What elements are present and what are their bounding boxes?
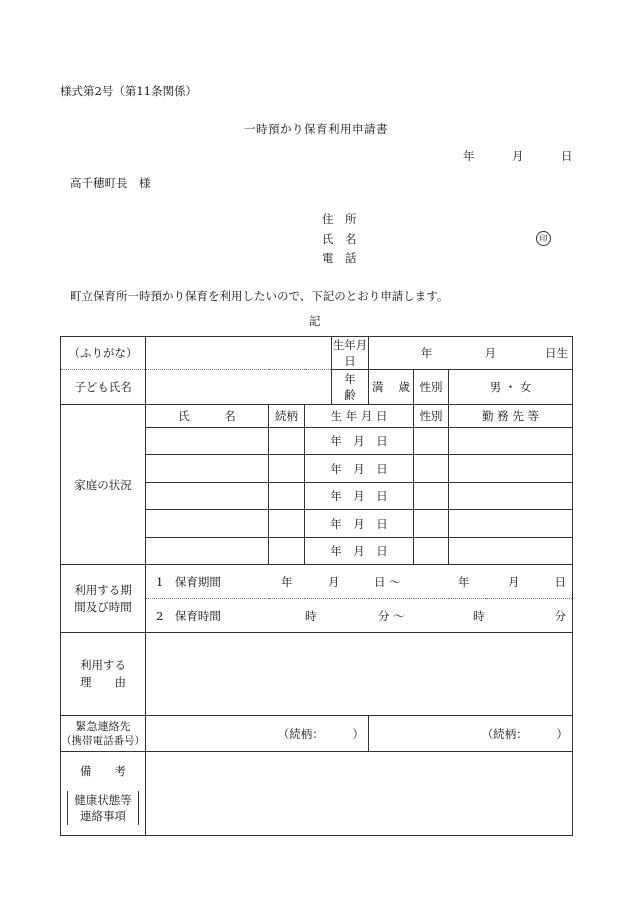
birth-field[interactable] (369, 337, 573, 370)
age-full: 満 (372, 380, 384, 394)
family-relation-cell[interactable] (269, 483, 305, 510)
family-name-cell[interactable] (146, 510, 269, 538)
family-work-cell[interactable] (449, 538, 573, 565)
time-label: 2 保育時間 (156, 608, 221, 623)
family-sex-cell[interactable] (414, 510, 449, 538)
reason-label-line2: 理 由 (80, 675, 126, 689)
age-unit: 歳 (398, 380, 411, 394)
usage-label: 利用する期間及び時間 (61, 565, 146, 633)
period-field[interactable] (146, 565, 573, 599)
family-relation-cell[interactable] (269, 510, 305, 538)
intro-text: 町立保育所一時預かり保育を利用したいので、下記のとおり申請します。 (70, 289, 449, 303)
child-name-field[interactable] (146, 370, 332, 405)
birth-month: 月 (484, 346, 497, 360)
time-min1: 分 〜 (378, 608, 405, 623)
emergency-relation-1: （続柄： ） (277, 726, 365, 741)
period-day1: 日 〜 (374, 574, 401, 589)
date-day: 日 (561, 149, 573, 163)
emergency-label-line2: （携帯電話番号） (61, 734, 145, 747)
date-year: 年 (463, 149, 475, 163)
time-min2: 分 (554, 608, 567, 623)
applicant-phone-label: 電 話 (322, 251, 357, 265)
family-work-cell[interactable] (449, 455, 573, 483)
family-name-cell[interactable] (146, 538, 269, 565)
period-month1: 月 (328, 574, 340, 589)
remarks-note (67, 791, 139, 825)
child-name-label: 子ども氏名 (61, 370, 146, 405)
family-name-cell[interactable] (146, 428, 269, 455)
family-sex-cell[interactable] (414, 538, 449, 565)
remarks-label (61, 752, 146, 836)
family-work-cell[interactable] (449, 483, 573, 510)
family-name-cell[interactable] (146, 483, 269, 510)
remarks-title: 備 考 (80, 763, 126, 778)
family-header-work: 勤 務 先 等 (449, 405, 573, 428)
furigana-row (61, 337, 573, 370)
family-header-row (61, 405, 573, 428)
remarks-note-line2: 連絡事項 (80, 808, 126, 823)
remarks-field[interactable] (146, 752, 573, 836)
period-month2: 月 (508, 574, 520, 589)
sex-label: 性別 (414, 370, 449, 405)
family-header-name: 氏 名 (146, 405, 269, 428)
family-sex-cell[interactable] (414, 455, 449, 483)
birth-label: 生年月日 (332, 338, 368, 368)
family-header-birth: 生 年 月 日 (305, 405, 414, 428)
family-relation-cell[interactable] (269, 428, 305, 455)
family-header-sex: 性別 (414, 405, 449, 428)
applicant-name-label: 氏 名 (322, 232, 357, 246)
family-header-relation: 続柄 (269, 405, 305, 428)
time-field[interactable] (146, 599, 573, 633)
period-row (61, 565, 573, 599)
period-year1: 年 (281, 574, 293, 589)
sex-options[interactable]: 男 ・ 女 (449, 370, 573, 405)
child-name-row (61, 370, 573, 405)
seal-mark: 印 (536, 231, 551, 246)
reason-field[interactable] (146, 633, 573, 716)
family-birth-cell[interactable]: 年 月 日 (305, 538, 414, 565)
emergency-relation-2: （続柄： ） (481, 726, 569, 741)
remarks-row (61, 752, 573, 836)
time-hour1: 時 (305, 608, 317, 623)
age-label: 年 齢 (332, 370, 369, 405)
reason-label (61, 633, 146, 716)
reason-label-line1: 利用する (80, 658, 126, 672)
family-sex-cell[interactable] (414, 483, 449, 510)
family-name-cell[interactable] (146, 455, 269, 483)
period-label: 1 保育期間 (156, 574, 221, 589)
date-month: 月 (512, 149, 524, 163)
family-relation-cell[interactable] (269, 455, 305, 483)
emergency-contact-2[interactable] (369, 716, 573, 752)
applicant-address-label: 住 所 (322, 212, 357, 226)
family-label: 家庭の状況 (61, 405, 146, 565)
time-hour2: 時 (473, 608, 485, 623)
emergency-label (61, 716, 146, 752)
form-number: 様式第2号（第11条関係） (60, 84, 197, 98)
furigana-field[interactable] (146, 337, 332, 370)
family-birth-cell[interactable]: 年 月 日 (305, 483, 414, 510)
ki-label: 記 (309, 314, 321, 328)
birth-day: 日生 (545, 346, 569, 360)
period-day2: 日 (554, 574, 567, 589)
family-sex-cell[interactable] (414, 428, 449, 455)
birth-year: 年 (420, 346, 433, 360)
family-work-cell[interactable] (449, 510, 573, 538)
family-work-cell[interactable] (449, 428, 573, 455)
furigana-label: （ふりがな） (61, 337, 146, 370)
family-birth-cell[interactable]: 年 月 日 (305, 455, 414, 483)
application-table (60, 336, 573, 836)
period-year2: 年 (458, 574, 470, 589)
family-birth-cell[interactable]: 年 月 日 (305, 428, 414, 455)
emergency-label-line1: 緊急連絡先 (75, 719, 131, 733)
reason-row (61, 633, 573, 716)
emergency-contact-1[interactable] (146, 716, 369, 752)
family-birth-cell[interactable]: 年 月 日 (305, 510, 414, 538)
emergency-row (61, 716, 573, 752)
document-title: 一時預かり保育利用申請書 (244, 122, 388, 136)
addressee: 高千穂町長 様 (70, 176, 151, 190)
remarks-note-line1: 健康状態等 (74, 792, 132, 807)
family-relation-cell[interactable] (269, 538, 305, 565)
